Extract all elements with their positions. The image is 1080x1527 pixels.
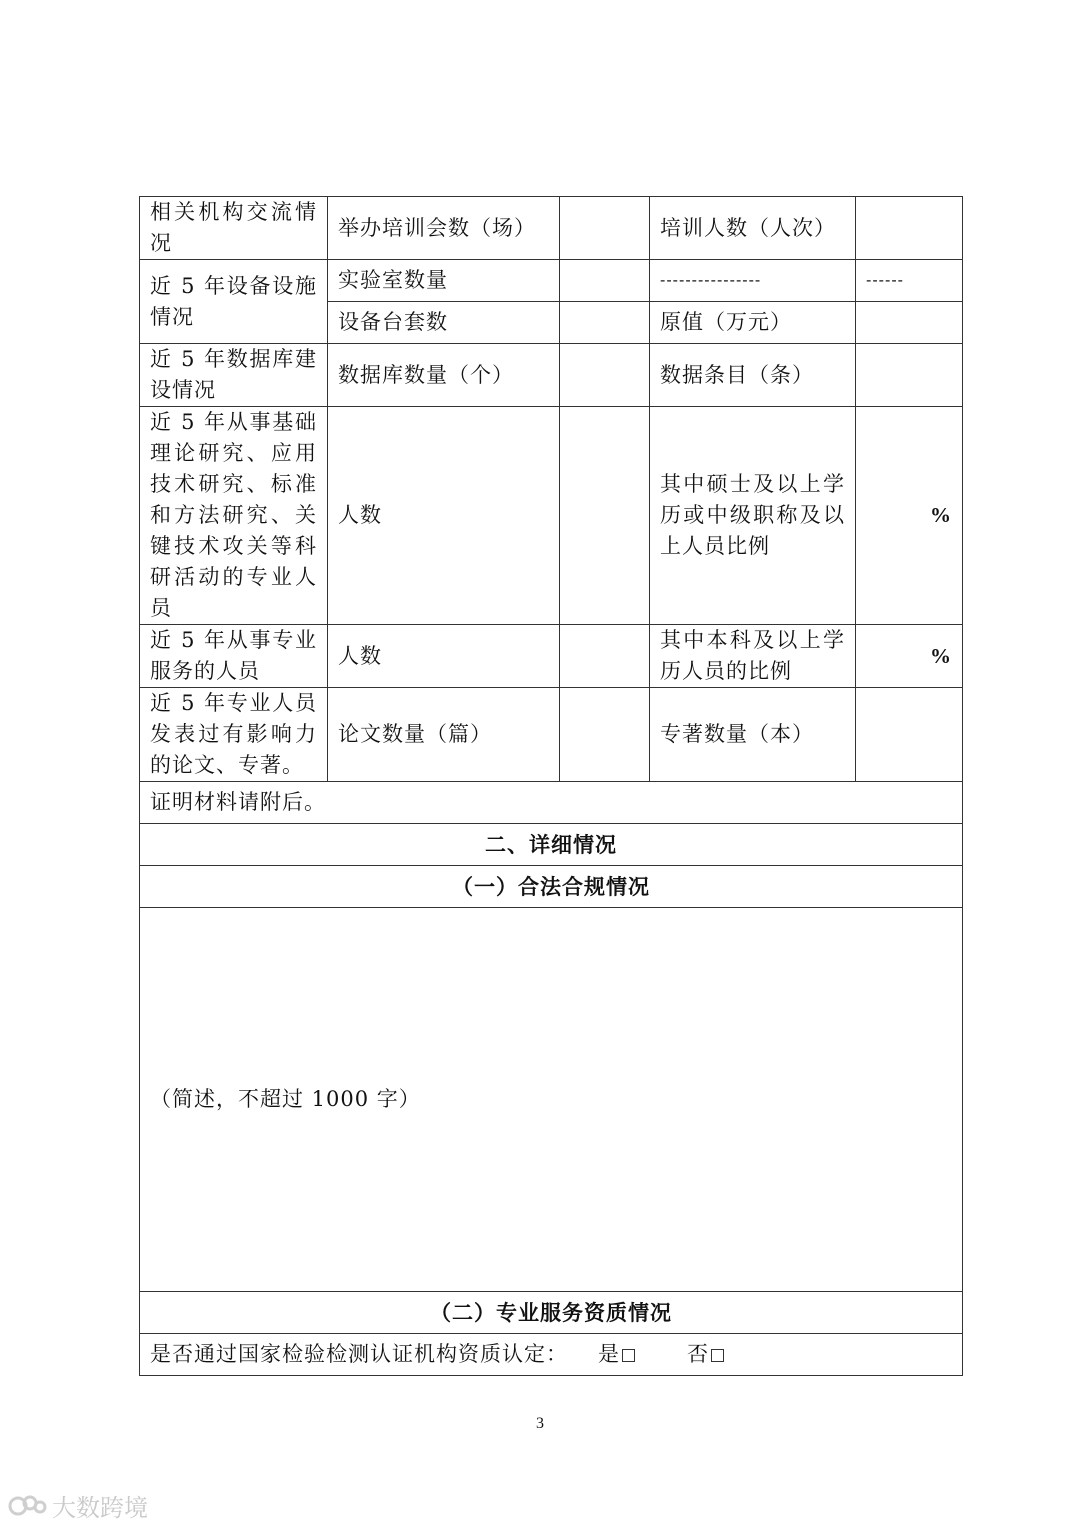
training-sessions-label: 举办培训会数（场）	[328, 197, 560, 260]
subsection-two-row	[140, 1292, 963, 1334]
research-headcount-value[interactable]	[560, 407, 650, 625]
exchange-row	[140, 197, 963, 260]
section-two-row	[140, 824, 963, 866]
qualification-cell	[140, 1334, 963, 1376]
papers-row	[140, 688, 963, 782]
monograph-count-label: 专著数量（本）	[650, 688, 856, 782]
original-value-value[interactable]	[856, 302, 963, 344]
training-sessions-value[interactable]	[560, 197, 650, 260]
equipment-sets-value[interactable]	[560, 302, 650, 344]
master-ratio-value[interactable]: %	[856, 407, 963, 625]
original-value-label: 原值（万元）	[650, 302, 856, 344]
data-entries-value[interactable]	[856, 344, 963, 407]
no-label: 否	[687, 1342, 709, 1366]
bachelor-ratio-value[interactable]: %	[856, 625, 963, 688]
equipment-label: 近 5 年设备设施情况	[140, 260, 328, 344]
subsection-heading-compliance: （一）合法合规情况	[140, 866, 963, 908]
compliance-text-row	[140, 908, 963, 1292]
page-number: 3	[536, 1415, 544, 1432]
section-heading-details: 二、详细情况	[140, 824, 963, 866]
monograph-count-value[interactable]	[856, 688, 963, 782]
lab-count-label: 实验室数量	[328, 260, 560, 302]
lab-placeholder-dash-2: ------	[856, 260, 963, 302]
application-form-table	[139, 196, 963, 1376]
brief-hint: （简述，不超过 1000 字）	[150, 1087, 421, 1111]
note-row	[140, 782, 963, 824]
subsection-one-row	[140, 866, 963, 908]
lab-placeholder-dash: ----------------	[650, 260, 856, 302]
database-row	[140, 344, 963, 407]
yes-label: 是	[598, 1342, 620, 1366]
attachment-note: 证明材料请附后。	[140, 782, 963, 824]
yes-checkbox[interactable]	[622, 1349, 635, 1362]
service-headcount-value[interactable]	[560, 625, 650, 688]
qualification-row	[140, 1334, 963, 1376]
research-row	[140, 407, 963, 625]
paper-count-label: 论文数量（篇）	[328, 688, 560, 782]
subsection-heading-qualification: （二）专业服务资质情况	[140, 1292, 963, 1334]
service-staff-label: 近 5 年从事专业服务的人员	[140, 625, 328, 688]
qualification-question: 是否通过国家检验检测认证机构资质认定：	[150, 1342, 568, 1366]
service-row	[140, 625, 963, 688]
papers-label: 近 5 年专业人员发表过有影响力的论文、专著。	[140, 688, 328, 782]
exchange-label: 相关机构交流情况	[140, 197, 328, 260]
watermark-text: 大数跨境	[52, 1494, 148, 1522]
watermark-logo-icon	[8, 1493, 48, 1519]
database-label: 近 5 年数据库建设情况	[140, 344, 328, 407]
training-attendees-label: 培训人数（人次）	[650, 197, 856, 260]
database-count-label: 数据库数量（个）	[328, 344, 560, 407]
bachelor-ratio-label: 其中本科及以上学历人员的比例	[650, 625, 856, 688]
research-headcount-label: 人数	[328, 407, 560, 625]
research-staff-label: 近 5 年从事基础理论研究、应用技术研究、标准和方法研究、关键技术攻关等科研活动的专业人员	[140, 407, 328, 625]
no-checkbox[interactable]	[711, 1349, 724, 1362]
equipment-row-1	[140, 260, 963, 302]
service-headcount-label: 人数	[328, 625, 560, 688]
equipment-sets-label: 设备台套数	[328, 302, 560, 344]
data-entries-label: 数据条目（条）	[650, 344, 856, 407]
database-count-value[interactable]	[560, 344, 650, 407]
lab-count-value[interactable]	[560, 260, 650, 302]
compliance-text-area[interactable]	[140, 908, 963, 1292]
master-ratio-label: 其中硕士及以上学历或中级职称及以上人员比例	[650, 407, 856, 625]
training-attendees-value[interactable]	[856, 197, 963, 260]
paper-count-value[interactable]	[560, 688, 650, 782]
watermark	[8, 1488, 148, 1523]
